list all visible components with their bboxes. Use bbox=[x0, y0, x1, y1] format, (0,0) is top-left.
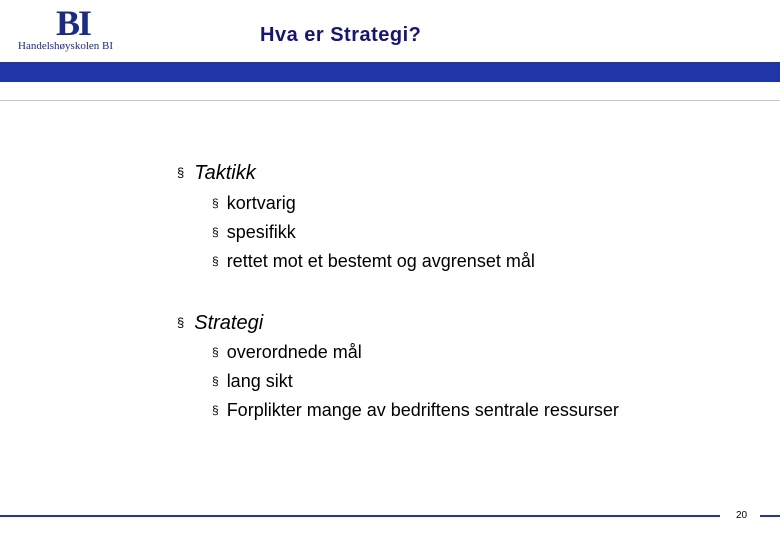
footer-rule bbox=[0, 515, 720, 517]
list-item: § rettet mot et bestemt og avgrenset mål bbox=[212, 251, 535, 271]
page-number: 20 bbox=[736, 510, 748, 521]
section-heading: § Taktikk bbox=[177, 162, 256, 184]
bullet-icon: § bbox=[212, 254, 219, 268]
bullet-icon: § bbox=[177, 165, 185, 180]
logo-mark: BI bbox=[56, 3, 91, 43]
divider bbox=[0, 100, 780, 101]
bullet-icon: § bbox=[212, 374, 219, 388]
footer-rule bbox=[760, 515, 780, 517]
header-band bbox=[0, 62, 780, 82]
logo-text: Handelshøyskolen BI bbox=[18, 40, 114, 52]
list-item: § Forplikter mange av bedriftens sentrale ressurser bbox=[212, 400, 619, 420]
list-item: § spesifikk bbox=[212, 222, 296, 242]
bullet-icon: § bbox=[212, 345, 219, 359]
logo bbox=[18, 3, 143, 54]
bullet-icon: § bbox=[212, 196, 219, 210]
bullet-icon: § bbox=[212, 225, 219, 239]
bullet-icon: § bbox=[212, 403, 219, 417]
bullet-icon: § bbox=[177, 315, 185, 330]
slide-title: Hva er Strategi? bbox=[260, 24, 422, 46]
list-item: § lang sikt bbox=[212, 371, 293, 391]
list-item: § overordnede mål bbox=[212, 342, 362, 362]
list-item: § kortvarig bbox=[212, 193, 296, 213]
section-heading: § Strategi bbox=[177, 312, 264, 334]
